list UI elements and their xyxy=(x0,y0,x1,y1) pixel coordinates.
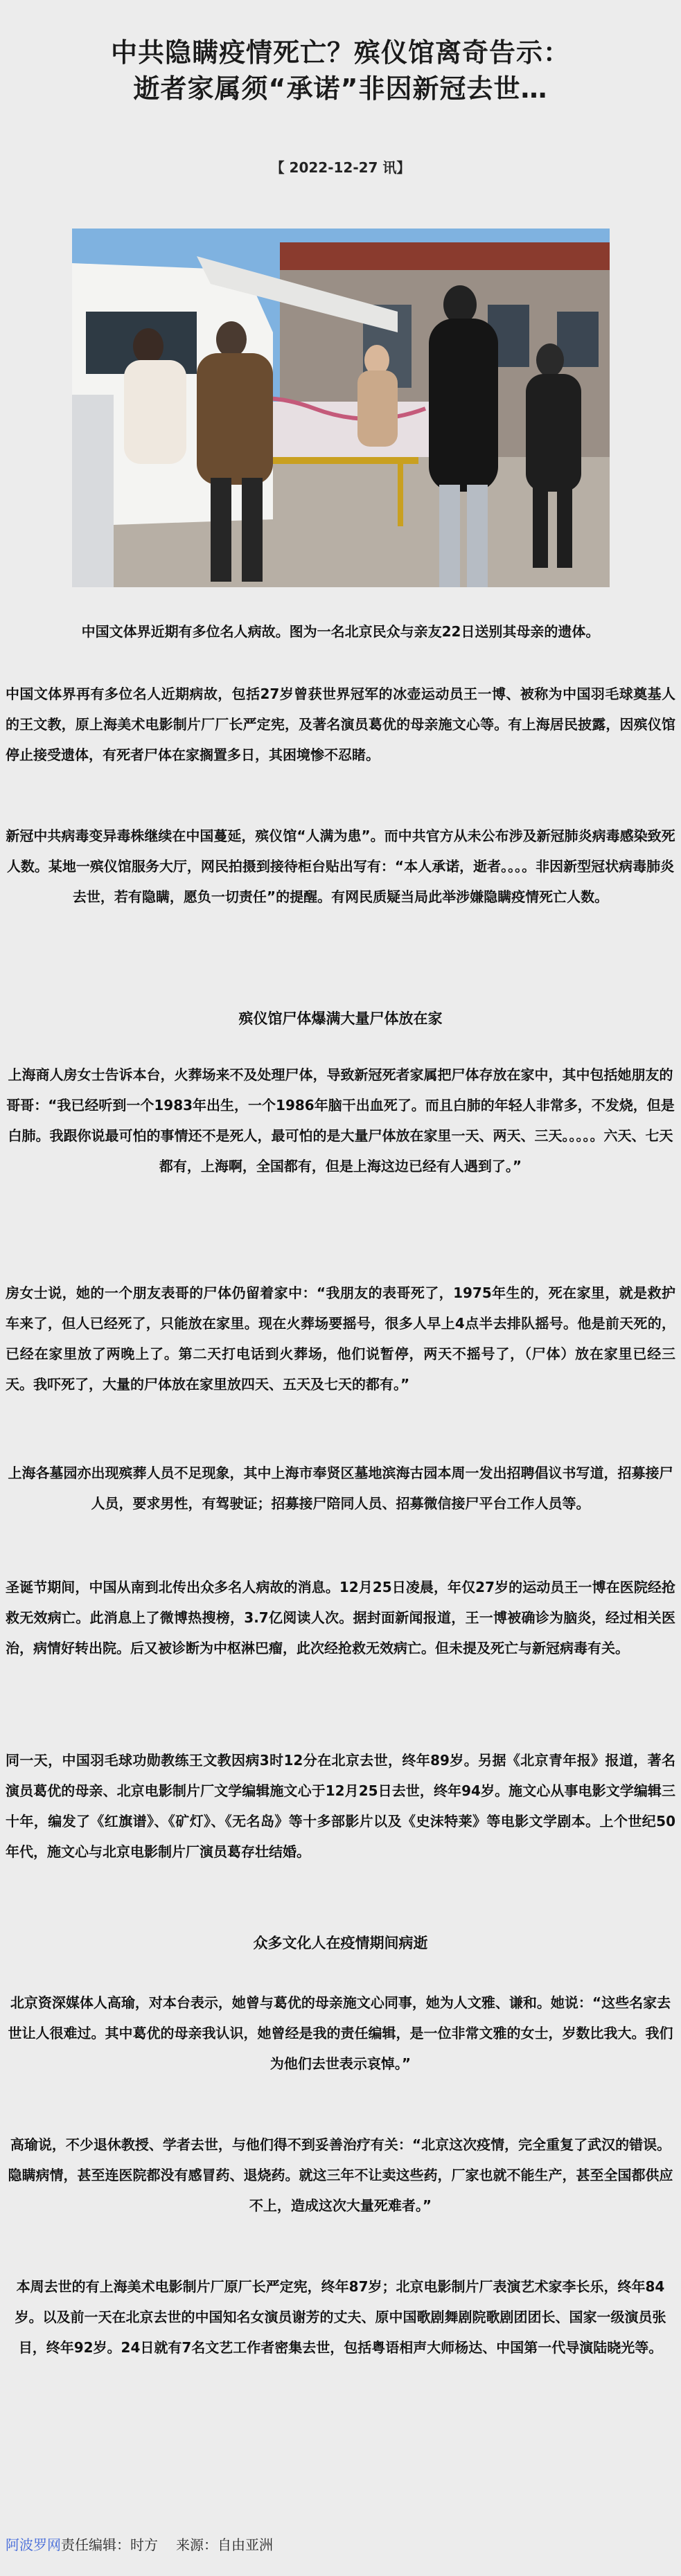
paragraph-8: 北京资深媒体人高瑜，对本台表示，她曾与葛优的母亲施文心同事，她为人文雅、谦和。她说：“这些名家去世让人很难过。其中葛优的母亲我认识，她曾经是我的责任编辑，是一位非常文雅的女士，岁数比我大。我们为他们去世表示哀悼。” xyxy=(8,1994,673,2072)
article-photo xyxy=(72,229,610,587)
paragraph-5: 上海各墓园亦出现殡葬人员不足现象，其中上海市奉贤区墓地滨海古园本周一发出招聘倡议书写道，招募接尸人员，要求男性，有驾驶证；招募接尸陪同人员、招募微信接尸平台工作人员等。 xyxy=(8,1465,673,1512)
paragraph-6: 圣诞节期间，中国从南到北传出众多名人病故的消息。12月25日凌晨，年仅27岁的运动员王一博在医院经抢救无效病亡。此消息上了微博热搜榜，3.7亿阅读人次。据封面新闻报道，王一博被确诊为脑炎，经过相关医治，病情好转出院。后又被诊断为中枢淋巴瘤，此次经抢救无效病亡。但未提及死亡与新冠病毒有关。 xyxy=(6,1579,675,1656)
paragraph-10: 本周去世的有上海美术电影制片厂原厂长严定宪，终年87岁；北京电影制片厂表演艺术家李长乐，终年84岁。以及前一天在北京去世的中国知名女演员谢芳的丈夫、原中国歌剧舞剧院歌剧团团长、国家一级演员张目，终年92岁。24日就有7名文艺工作者密集去世，包括粤语相声大师杨达、中国第一代导演陆晓光等。 xyxy=(15,2278,666,2356)
article-date: 【 2022-12-27 讯】 xyxy=(270,159,411,176)
site-brand-link[interactable]: 阿波罗网 xyxy=(6,2537,61,2553)
paragraph-1: 中国文体界再有多位名人近期病故，包括27岁曾获世界冠军的冰壶运动员王一博、被称为中国羽毛球奠基人的王文教，原上海美术电影制片厂厂长严定宪，及著名演员葛优的母亲施文心等。有上海居民披露，因殡仪馆停止接受遗体，有死者尸体在家搁置多日，其困境惨不忍睹。 xyxy=(6,686,675,763)
paragraph-7: 同一天，中国羽毛球功勋教练王文教因病3时12分在北京去世，终年89岁。另据《北京青年报》报道，著名演员葛优的母亲、北京电影制片厂文学编辑施文心于12月25日去世，终年94岁。施文心从事电影文学编辑三十年，编发了《红旗谱》、《矿灯》、《无名岛》等十多部影片以及《史沫特莱》等电影文学剧本。上个世纪50年代，施文心与北京电影制片厂演员葛存壮结婚。 xyxy=(6,1752,675,1860)
editor-credit: 责任编辑：时方 xyxy=(61,2537,158,2553)
photo-caption: 中国文体界近期有多位名人病故。图为一名北京民众与亲友22日送别其母亲的遗体。 xyxy=(81,623,600,640)
section-heading-1: 殡仪馆尸体爆满大量尸体放在家 xyxy=(238,1010,443,1027)
article-title xyxy=(0,35,681,107)
title-line-1: 中共隐瞒疫情死亡？殡仪馆离奇告示： xyxy=(110,37,570,68)
section-heading-2: 众多文化人在疫情期间病逝 xyxy=(253,1935,428,1951)
title-line-2: 逝者家属须“承诺”非因新冠去世… xyxy=(133,73,548,104)
article-footer xyxy=(6,2534,273,2555)
paragraph-2: 新冠中共病毒变异毒株继续在中国蔓延，殡仪馆“人满为患”。而中共官方从未公布涉及新冠肺炎病毒感染致死人数。某地一殡仪馆服务大厅，网民拍摄到接待柜台贴出写有：“本人承诺，逝者。。。。非因新型冠状病毒肺炎去世，若有隐瞒，愿负一切责任”的提醒。有网民质疑当局此举涉嫌隐瞒疫情死亡人数。 xyxy=(6,828,675,905)
paragraph-9: 高瑜说，不少退休教授、学者去世，与他们得不到妥善治疗有关：“北京这次疫情，完全重复了武汉的错误。隐瞒病情，甚至连医院都没有感冒药、退烧药。就这三年不让卖这些药，厂家也就不能生产，甚至全国都供应不上，造成这次大量死难者。” xyxy=(8,2136,673,2214)
paragraph-4: 房女士说，她的一个朋友表哥的尸体仍留着家中：“我朋友的表哥死了，1975年生的，死在家里，就是救护车来了，但人已经死了，只能放在家里。现在火葬场要摇号，很多人早上4点半去排队摇号。他是前天死的，已经在家里放了两晚上了。第二天打电话到火葬场，他们说暂停，两天不摇号了，（尸体）放在家里已经三天。我吓死了，大量的尸体放在家里放四天、五天及七天的都有。” xyxy=(6,1285,675,1393)
source-credit: 来源：自由亚洲 xyxy=(176,2537,273,2553)
paragraph-3: 上海商人房女士告诉本台，火葬场来不及处理尸体，导致新冠死者家属把尸体存放在家中，其中包括她朋友的哥哥：“我已经听到一个1983年出生，一个1986年脑干出血死了。而且白肺的年轻人非常多，不发烧，但是白肺。我跟你说最可怕的事情还不是死人，最可怕的是大量尸体放在家里一天、两天、三天。。。。。六天、七天都有，上海啊，全国都有，但是上海这边已经有人遇到了。” xyxy=(6,1066,675,1174)
